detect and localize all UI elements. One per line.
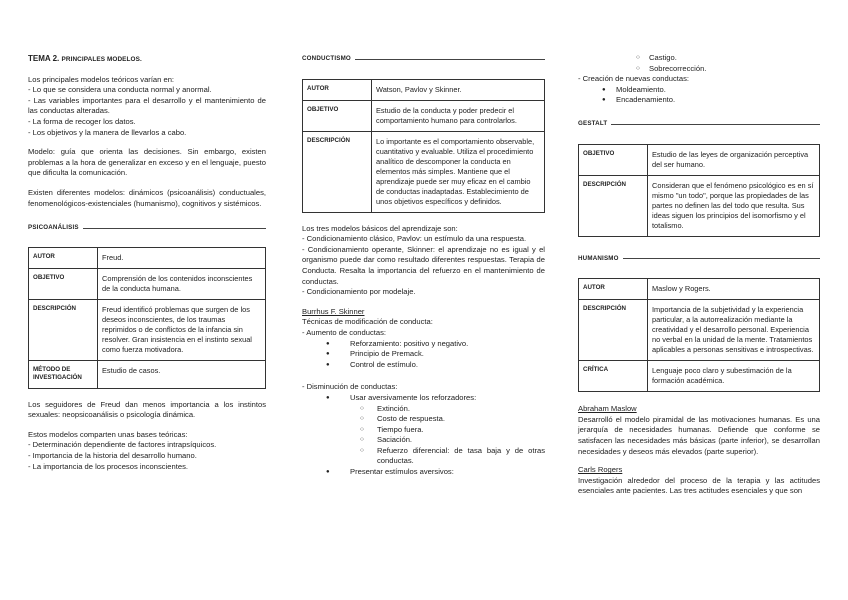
table-value: Lenguaje poco claro y subestimación de la formación académica. [648, 361, 820, 392]
section-heading-conductismo [302, 54, 545, 65]
disminucion-list [302, 393, 545, 404]
skinner-heading: Burrhus F. Skinner [302, 306, 365, 316]
tecnicas-text: Técnicas de modificación de conducta: [302, 317, 433, 327]
modelo-definition: Modelo: guía que orienta las decisiones. Sin embargo, existen problemas a la hora de generalizar en exceso y en el lenguaje, puesto que dificulta la comunicación. [28, 147, 266, 178]
section-heading-label: PSICOANÁLISIS [28, 224, 79, 232]
aumento-list [302, 339, 545, 371]
section-heading-psicoanalisis [28, 223, 266, 234]
maslow-heading: Abraham Maslow [578, 404, 637, 414]
section-heading-label: HUMANISMO [578, 254, 619, 262]
table-value: Estudio de las leyes de organización perceptiva del ser humano. [648, 144, 820, 175]
intro-text: Los principales modelos teóricos varían en: [28, 74, 175, 84]
humanismo-table [578, 278, 820, 392]
table-key: DESCRIPCIÓN [579, 175, 648, 236]
table-value: Watson, Pavlov y Skinner. [372, 79, 545, 100]
table-row [29, 360, 266, 388]
section-heading-label: GESTALT [578, 119, 608, 127]
list-item: ● Control de estímulo. [302, 360, 545, 371]
tres-modelos-text: Los tres modelos básicos del aprendizaje son: [302, 223, 458, 233]
list-item: ○ Costo de respuesta. [302, 414, 545, 425]
section-rule [623, 258, 820, 259]
list-item: ● Principio de Premack. [302, 349, 545, 360]
disminucion-text: - Disminución de conductas: [302, 382, 398, 392]
intro-item: - Lo que se considera una conducta normal y anormal. [28, 85, 212, 95]
intro-item: - Las variables importantes para el desarrollo y el mantenimiento de las conductas alteradas. [28, 95, 266, 116]
list-item: ○ Sobrecorrección. [578, 64, 820, 75]
modelos-list: Existen diferentes modelos: dinámicos (psicoanálisis) conductuales, fenomenológicos-existenciales (humanismo), cognitivos y sistémicos. [28, 187, 266, 208]
list-item: ○ Saciación. [302, 435, 545, 446]
conductismo-table [302, 79, 545, 213]
rogers-heading: Carls Rogers [578, 465, 623, 475]
creacion-list [578, 85, 820, 106]
table-row [579, 175, 820, 236]
title-number: TEMA 2. [28, 54, 60, 63]
table-key: DESCRIPCIÓN [579, 300, 648, 361]
list-item: ○ Tiempo fuera. [302, 425, 545, 436]
section-rule [611, 124, 820, 125]
list-item: ○ Refuerzo diferencial: de tasa baja y de otras conductas. [302, 446, 545, 467]
table-row [579, 300, 820, 361]
table-key: OBJETIVO [579, 144, 648, 175]
table-value: Estudio de la conducta y poder predecir el comportamiento humano para controlarlos. [372, 100, 545, 131]
averse-sublist [302, 404, 545, 468]
table-value: Freud. [98, 247, 266, 268]
gestalt-table [578, 144, 820, 237]
intro-item: - La forma de recoger los datos. [28, 116, 136, 126]
table-value: Importancia de la subjetividad y la experiencia particular, a la autorrealización mediante la creatividad y el desarrollo personal. Experiencia no verbal en la unidad de la mente. Tratamientos aplicables a personas sensitivas e introspectivas. [648, 300, 820, 361]
section-heading-label: CONDUCTISMO [302, 55, 351, 62]
bases-item: - La importancia de los procesos inconscientes. [28, 461, 188, 471]
table-row [303, 100, 545, 131]
creacion-text: - Creación de nuevas conductas: [578, 74, 690, 84]
table-row [579, 279, 820, 300]
bases-item: - Determinación dependiente de factores intrapsíquicos. [28, 440, 217, 450]
table-value: Lo importante es el comportamiento observable, cuantitativo y evaluable. Utiliza el procedimiento analítico de descomponer la conducta en elementos más simples. Mantiene que el aprendizaje puede ser muy eficaz en el cambio de conductas inadaptadas. Establecimiento de unos objetivos específicos y definidos. [372, 131, 545, 212]
table-key: AUTOR [579, 279, 648, 300]
table-row [303, 79, 545, 100]
table-key: AUTOR [303, 79, 372, 100]
table-key: DESCRIPCIÓN [303, 131, 372, 212]
list-item: ● Presentar estímulos aversivos: [302, 467, 545, 478]
table-key: OBJETIVO [303, 100, 372, 131]
table-key: DESCRIPCIÓN [29, 299, 98, 360]
seguidores-text: Los seguidores de Freud dan menos importancia a los instintos sexuales: neopsicoanálisis o psicología dinámica. [28, 399, 266, 420]
table-row [29, 299, 266, 360]
list-item: ● Encadenamiento. [578, 95, 820, 106]
table-row [579, 361, 820, 392]
table-key: AUTOR [29, 247, 98, 268]
table-value: Comprensión de los contenidos inconscientes de la conducta humana. [98, 268, 266, 299]
continued-sublist [578, 53, 820, 74]
aumento-text: - Aumento de conductas: [302, 327, 387, 337]
table-row [29, 268, 266, 299]
table-key: OBJETIVO [29, 268, 98, 299]
list-item: ● Reforzamiento: positivo y negativo. [302, 339, 545, 350]
list-item: ● Moldeamiento. [578, 85, 820, 96]
table-row [303, 131, 545, 212]
condicionamiento-clasico: - Condicionamiento clásico, Pavlov: un estímulo da una respuesta. [302, 234, 527, 244]
list-item: ○ Castigo. [578, 53, 820, 64]
list-item: ● Usar aversivamente los reforzadores: [302, 393, 545, 404]
section-heading-humanismo [578, 254, 820, 265]
page-title [28, 54, 266, 66]
condicionamiento-modelaje: - Condicionamiento por modelaje. [302, 287, 416, 297]
presentar-list [302, 467, 545, 478]
maslow-text: Desarrolló el modelo piramidal de las motivaciones humanas. Es una jerarquía de necesidades humanas. Defiende que conforme se satisfacen las necesidades más básicas (parte inferior), se desarrollan necesidades y deseos más elevados (parte superior). [578, 414, 820, 456]
table-key: CRÍTICA [579, 361, 648, 392]
section-rule [83, 228, 266, 229]
column-middle [302, 0, 545, 478]
bases-item: - Importancia de la historia del desarrollo humano. [28, 450, 197, 460]
column-left [28, 0, 266, 472]
table-value: Maslow y Rogers. [648, 279, 820, 300]
section-heading-gestalt [578, 119, 820, 130]
bases-intro: Estos modelos comparten unas bases teóricas: [28, 429, 188, 439]
intro-item: - Los objetivos y la manera de llevarlos a cabo. [28, 127, 187, 137]
table-key: MÉTODO DE INVESTIGACIÓN [29, 360, 98, 388]
column-right [578, 0, 820, 497]
table-value: Consideran que el fenómeno psicológico es en sí mismo "un todo", porque las propiedades de las partes no definen las del todo que resulta. Sus ideas siguen los principios del isomorfismo y el totalismo. [648, 175, 820, 236]
title-text: PRINCIPALES MODELOS. [61, 56, 142, 63]
table-value: Freud identificó problemas que surgen de los deseos inconscientes, de los traumas reprimidos o de conflictos de la infancia sin resolver. Gran insistencia en el instinto sexual como fuerza motivadora. [98, 299, 266, 360]
rogers-text: Investigación alrededor del proceso de la terapia y las actitudes esenciales ante pacientes. Las tres actitudes esenciales y que son [578, 475, 820, 496]
psicoanalisis-table [28, 247, 266, 389]
section-rule [355, 59, 545, 60]
list-item: ○ Extinción. [302, 404, 545, 415]
table-row [579, 144, 820, 175]
condicionamiento-operante: - Condicionamiento operante, Skinner: el aprendizaje no es igual y el organismo puede dar como resultado diferentes respuestas. Terapia de Conducta. Resalta la importancia del refuerzo en el mantenimiento de conductas. [302, 244, 545, 286]
table-row [29, 247, 266, 268]
table-value: Estudio de casos. [98, 360, 266, 388]
